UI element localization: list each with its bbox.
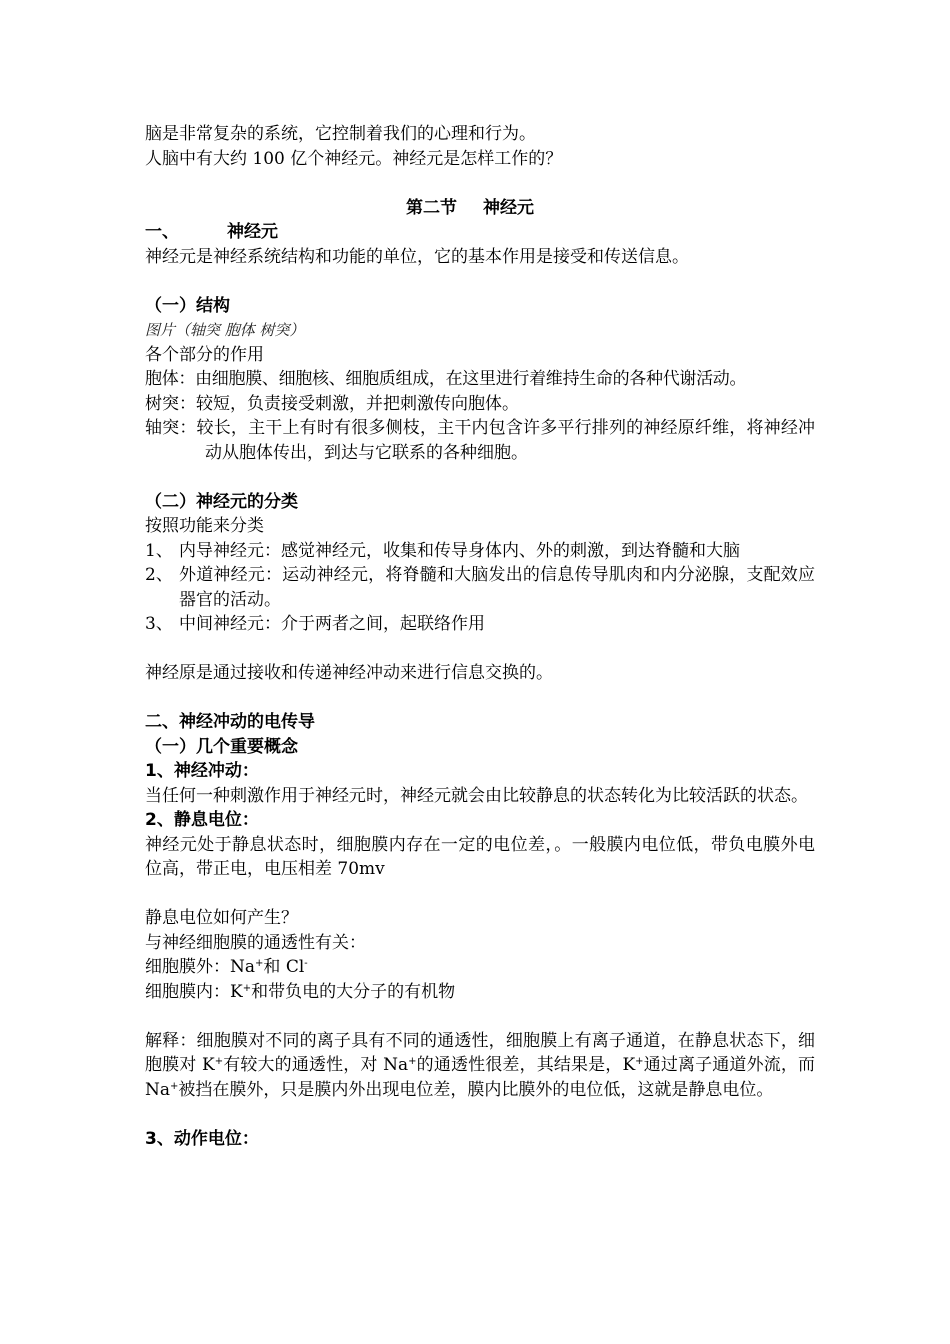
concept-1-title: 1、神经冲动： <box>145 761 259 781</box>
explanation-text: 通过离子通道外流，而 <box>643 1055 816 1075</box>
part1-heading-number: 一、 <box>145 222 179 242</box>
conjunction: 和 <box>263 957 286 977</box>
concepts-heading: （一）几个重要概念 <box>145 736 298 757</box>
membrane-inside-label: 细胞膜内： <box>145 981 230 1002</box>
classification-intro: 按照功能来分类 <box>145 516 264 536</box>
charge-plus: + <box>635 1056 644 1067</box>
membrane-inside-text: 和带负电的大分子的有机物 <box>251 981 456 1002</box>
spacer <box>145 637 815 662</box>
document-body <box>145 122 815 1151</box>
ion-na: Na <box>230 957 256 977</box>
part2-heading: 二、神经冲动的电传导 <box>145 712 315 732</box>
charge-plus: + <box>255 958 264 969</box>
permeability-note: 与神经细胞膜的通透性有关： <box>145 932 366 953</box>
ion-cl: Cl <box>285 957 305 977</box>
list-item-text: 外道神经元：运动神经元，将脊髓和大脑发出的信息传导肌肉和内分泌腺，支配效应器官的活动。 <box>179 565 815 610</box>
ion-k: K <box>622 1055 636 1075</box>
charge-minus: - <box>304 958 308 969</box>
classification-summary: 神经原是通过接收和传递神经冲动来进行信息交换的。 <box>145 663 553 683</box>
neuron-definition: 神经元是神经系统结构和功能的单位，它的基本作用是接受和传送信息。 <box>145 246 689 267</box>
intro-line-1: 脑是非常复杂的系统，它控制着我们的心理和行为。 <box>145 124 536 144</box>
classification-heading: （二）神经元的分类 <box>145 491 298 512</box>
list-item-text: 内导神经元：感觉神经元，收集和传导身体内、外的刺激，到达脊髓和大脑 <box>179 540 740 561</box>
membrane-outside <box>145 955 815 980</box>
spacer <box>145 882 815 907</box>
section-title-name: 神经元 <box>483 197 534 218</box>
spacer <box>145 1004 815 1029</box>
concept-2-title: 2、静息电位： <box>145 810 259 830</box>
membrane-inside <box>145 980 815 1005</box>
axon-description: 轴突：较长，主干上有时有很多侧枝，主干内包含许多平行排列的神经原纤维，将神经冲动从胞体传出，到达与它联系的各种细胞。 <box>145 418 815 463</box>
ion-k: K <box>230 981 243 1002</box>
explanation-text: 的通透性很差，其结果是， <box>416 1055 623 1075</box>
list-item-text: 中间神经元：介于两者之间，起联络作用 <box>179 614 485 634</box>
list-item <box>145 612 815 637</box>
list-item <box>145 563 815 612</box>
dendrite-description: 树突：较短，负责接受刺激，并把刺激传向胞体。 <box>145 393 519 414</box>
explanation-text: 解释：细胞膜对不同的离子具有不同的通透性，细胞膜上有离子通道，在静息状态下，细胞膜对 <box>145 1030 815 1075</box>
ion-na: Na <box>383 1055 409 1075</box>
intro-line-2: 人脑中有大约 100 亿个神经元。神经元是怎样工作的？ <box>145 148 563 169</box>
list-item-number: 2、 <box>145 565 173 585</box>
roles-intro: 各个部分的作用 <box>145 344 264 365</box>
explanation-text: 被挡在膜外，只是膜内外出现电位差，膜内比膜外的电位低，这就是静息电位。 <box>178 1079 774 1100</box>
image-caption: 图片（轴突 胞体 树突） <box>145 321 305 339</box>
concept-2-text: 神经元处于静息状态时，细胞膜内存在一定的电位差，。一般膜内电位低，带负电膜外电位高，带正电，电压相差 70mv <box>145 834 815 879</box>
concept-3-title: 3、动作电位： <box>145 1128 259 1149</box>
structure-heading: （一）结构 <box>145 295 230 316</box>
concept-1-text: 当任何一种刺激作用于神经元时，神经元就会由比较静息的状态转化为比较活跃的状态。 <box>145 785 808 806</box>
charge-plus: + <box>242 982 252 994</box>
charge-plus: + <box>214 1056 224 1067</box>
explanation-paragraph <box>145 1029 815 1103</box>
list-item-number: 3、 <box>145 614 173 634</box>
ion-na: Na <box>145 1079 171 1100</box>
explanation-text: 有较大的通透性，对 <box>223 1055 384 1075</box>
ion-k: K <box>202 1055 215 1075</box>
spacer <box>145 269 815 294</box>
part1-heading <box>145 220 815 245</box>
list-item-number: 1、 <box>145 540 173 561</box>
charge-plus: + <box>170 1080 179 1092</box>
membrane-outside-label: 细胞膜外： <box>145 957 230 977</box>
soma-description: 胞体：由细胞膜、细胞核、细胞质组成，在这里进行着维持生命的各种代谢活动。 <box>145 369 747 389</box>
part1-heading-text: 神经元 <box>227 222 278 242</box>
spacer <box>145 171 815 196</box>
spacer <box>145 1102 815 1127</box>
section-title-number: 第二节 <box>406 197 457 218</box>
charge-plus: + <box>408 1056 417 1067</box>
spacer <box>145 465 815 490</box>
spacer <box>145 686 815 711</box>
resting-potential-question: 静息电位如何产生？ <box>145 908 298 928</box>
list-item <box>145 539 815 564</box>
section-title <box>145 196 815 221</box>
